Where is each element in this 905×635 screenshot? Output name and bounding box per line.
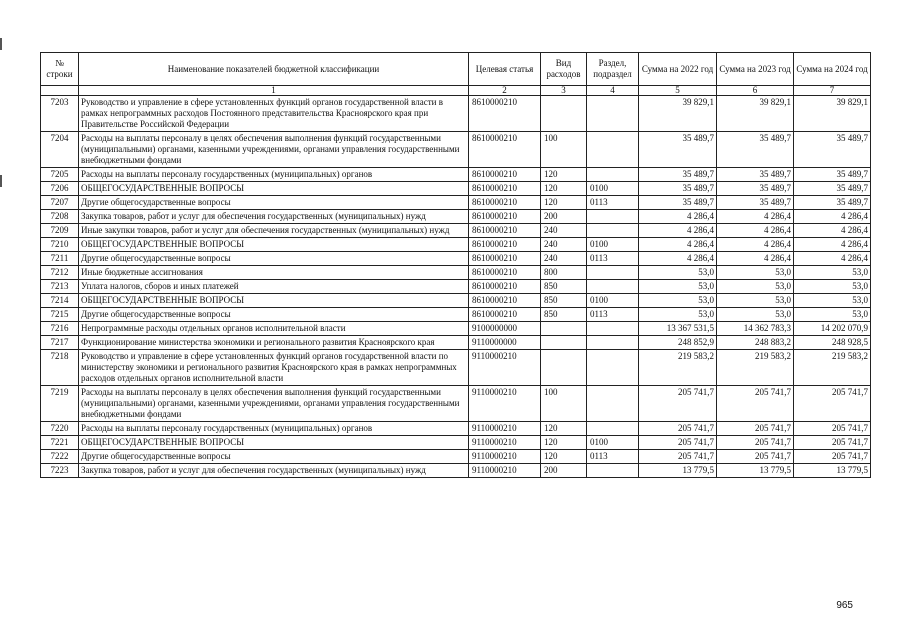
- expense-type-cell: 200: [541, 464, 587, 478]
- target-article-cell: 8610000210: [469, 308, 541, 322]
- column-number: 1: [79, 86, 469, 96]
- indicator-name-cell: Закупка товаров, работ и услуг для обеспечения государственных (муниципальных) нужд: [79, 464, 469, 478]
- indicator-name-cell: Функционирование министерства экономики и регионального развития Красноярского края: [79, 336, 469, 350]
- column-number: 4: [587, 86, 639, 96]
- row-number-cell: 7212: [41, 266, 79, 280]
- section-cell: 0100: [587, 182, 639, 196]
- table-row: [41, 266, 871, 280]
- row-number-cell: 7205: [41, 168, 79, 182]
- amount-2022-cell: 4 286,4: [639, 224, 717, 238]
- indicator-name-cell: ОБЩЕГОСУДАРСТВЕННЫЕ ВОПРОСЫ: [79, 436, 469, 450]
- indicator-name-cell: Другие общегосударственные вопросы: [79, 308, 469, 322]
- amount-2022-cell: 205 741,7: [639, 436, 717, 450]
- table-row: [41, 336, 871, 350]
- page-edge-mark: [0, 175, 2, 187]
- amount-2023-cell: 35 489,7: [717, 132, 794, 168]
- row-number-cell: 7218: [41, 350, 79, 386]
- target-article-cell: 9110000210: [469, 436, 541, 450]
- expense-type-cell: 100: [541, 386, 587, 422]
- table-row: [41, 132, 871, 168]
- section-cell: 0113: [587, 450, 639, 464]
- amount-2024-cell: 14 202 070,9: [794, 322, 871, 336]
- amount-2023-cell: 35 489,7: [717, 168, 794, 182]
- section-cell: [587, 336, 639, 350]
- section-cell: [587, 168, 639, 182]
- row-number-cell: 7211: [41, 252, 79, 266]
- target-article-cell: 8610000210: [469, 224, 541, 238]
- expense-type-cell: [541, 322, 587, 336]
- table-row: [41, 196, 871, 210]
- table-row: [41, 182, 871, 196]
- target-article-cell: 9110000210: [469, 350, 541, 386]
- amount-2022-cell: 4 286,4: [639, 252, 717, 266]
- row-number-cell: 7206: [41, 182, 79, 196]
- column-number: 3: [541, 86, 587, 96]
- amount-2023-cell: 4 286,4: [717, 210, 794, 224]
- table-row: [41, 350, 871, 386]
- row-number-cell: 7216: [41, 322, 79, 336]
- expense-type-cell: 120: [541, 436, 587, 450]
- indicator-name-cell: Уплата налогов, сборов и иных платежей: [79, 280, 469, 294]
- column-header: Сумма на 2022 год: [639, 53, 717, 86]
- amount-2023-cell: 14 362 783,3: [717, 322, 794, 336]
- amount-2022-cell: 4 286,4: [639, 238, 717, 252]
- target-article-cell: 8610000210: [469, 266, 541, 280]
- amount-2024-cell: 39 829,1: [794, 96, 871, 132]
- row-number-cell: 7220: [41, 422, 79, 436]
- indicator-name-cell: Руководство и управление в сфере установленных функций органов государственной власти по министерству экономики и регионального развития Красноярского края в рамках непрограммных расходов отдельных органов исполнительной власти: [79, 350, 469, 386]
- section-cell: 0113: [587, 308, 639, 322]
- expense-type-cell: 850: [541, 280, 587, 294]
- target-article-cell: 9110000210: [469, 422, 541, 436]
- amount-2022-cell: 13 779,5: [639, 464, 717, 478]
- column-number: 7: [794, 86, 871, 96]
- amount-2022-cell: 53,0: [639, 266, 717, 280]
- amount-2022-cell: 13 367 531,5: [639, 322, 717, 336]
- indicator-name-cell: Другие общегосударственные вопросы: [79, 450, 469, 464]
- amount-2023-cell: 13 779,5: [717, 464, 794, 478]
- amount-2022-cell: 205 741,7: [639, 450, 717, 464]
- row-number-cell: 7203: [41, 96, 79, 132]
- amount-2022-cell: 53,0: [639, 294, 717, 308]
- expense-type-cell: 120: [541, 182, 587, 196]
- column-header: Вид расходов: [541, 53, 587, 86]
- amount-2024-cell: 4 286,4: [794, 210, 871, 224]
- page-edge-mark: [0, 38, 2, 50]
- section-cell: [587, 322, 639, 336]
- section-cell: [587, 280, 639, 294]
- section-cell: [587, 266, 639, 280]
- amount-2023-cell: 53,0: [717, 294, 794, 308]
- expense-type-cell: [541, 350, 587, 386]
- row-number-cell: 7210: [41, 238, 79, 252]
- amount-2024-cell: 248 928,5: [794, 336, 871, 350]
- amount-2024-cell: 35 489,7: [794, 196, 871, 210]
- table-row: [41, 436, 871, 450]
- amount-2023-cell: 4 286,4: [717, 224, 794, 238]
- indicator-name-cell: Иные закупки товаров, работ и услуг для обеспечения государственных (муниципальных) нужд: [79, 224, 469, 238]
- section-cell: 0100: [587, 294, 639, 308]
- row-number-cell: 7217: [41, 336, 79, 350]
- expense-type-cell: 240: [541, 252, 587, 266]
- table-row: [41, 168, 871, 182]
- amount-2022-cell: 39 829,1: [639, 96, 717, 132]
- indicator-name-cell: ОБЩЕГОСУДАРСТВЕННЫЕ ВОПРОСЫ: [79, 294, 469, 308]
- amount-2024-cell: 35 489,7: [794, 182, 871, 196]
- row-number-cell: 7208: [41, 210, 79, 224]
- amount-2023-cell: 219 583,2: [717, 350, 794, 386]
- expense-type-cell: 120: [541, 196, 587, 210]
- column-header: Раздел, подраздел: [587, 53, 639, 86]
- row-number-cell: 7207: [41, 196, 79, 210]
- section-cell: 0100: [587, 238, 639, 252]
- indicator-name-cell: Непрограммные расходы отдельных органов исполнительной власти: [79, 322, 469, 336]
- expense-type-cell: 200: [541, 210, 587, 224]
- section-cell: [587, 422, 639, 436]
- amount-2024-cell: 53,0: [794, 280, 871, 294]
- amount-2024-cell: 35 489,7: [794, 132, 871, 168]
- amount-2024-cell: 205 741,7: [794, 422, 871, 436]
- table-row: [41, 96, 871, 132]
- section-cell: 0113: [587, 252, 639, 266]
- table-row: [41, 294, 871, 308]
- section-cell: [587, 224, 639, 238]
- expense-type-cell: 850: [541, 294, 587, 308]
- amount-2024-cell: 35 489,7: [794, 168, 871, 182]
- indicator-name-cell: Другие общегосударственные вопросы: [79, 196, 469, 210]
- indicator-name-cell: ОБЩЕГОСУДАРСТВЕННЫЕ ВОПРОСЫ: [79, 182, 469, 196]
- column-number: 6: [717, 86, 794, 96]
- table-row: [41, 386, 871, 422]
- amount-2022-cell: 35 489,7: [639, 132, 717, 168]
- table-row: [41, 280, 871, 294]
- row-number-cell: 7209: [41, 224, 79, 238]
- target-article-cell: 8610000210: [469, 238, 541, 252]
- table-row: [41, 422, 871, 436]
- expense-type-cell: 850: [541, 308, 587, 322]
- column-header: Наименование показателей бюджетной классификации: [79, 53, 469, 86]
- amount-2022-cell: 248 852,9: [639, 336, 717, 350]
- amount-2024-cell: 4 286,4: [794, 224, 871, 238]
- target-article-cell: 8610000210: [469, 132, 541, 168]
- table-row: [41, 450, 871, 464]
- column-header: Сумма на 2024 год: [794, 53, 871, 86]
- target-article-cell: 8610000210: [469, 196, 541, 210]
- target-article-cell: 8610000210: [469, 210, 541, 224]
- indicator-name-cell: Руководство и управление в сфере установленных функций органов государственной власти в рамках непрограммных расходов Постоянного представительства Красноярского края при Правительстве Российской Федерации: [79, 96, 469, 132]
- amount-2022-cell: 53,0: [639, 280, 717, 294]
- amount-2023-cell: 35 489,7: [717, 196, 794, 210]
- amount-2023-cell: 205 741,7: [717, 436, 794, 450]
- amount-2022-cell: 4 286,4: [639, 210, 717, 224]
- target-article-cell: 8610000210: [469, 252, 541, 266]
- expense-type-cell: 100: [541, 132, 587, 168]
- amount-2022-cell: 53,0: [639, 308, 717, 322]
- amount-2023-cell: 53,0: [717, 280, 794, 294]
- target-article-cell: 9110000210: [469, 450, 541, 464]
- amount-2024-cell: 53,0: [794, 294, 871, 308]
- row-number-cell: 7221: [41, 436, 79, 450]
- section-cell: 0100: [587, 436, 639, 450]
- section-cell: [587, 464, 639, 478]
- amount-2022-cell: 219 583,2: [639, 350, 717, 386]
- expense-type-cell: 240: [541, 238, 587, 252]
- indicator-name-cell: Другие общегосударственные вопросы: [79, 252, 469, 266]
- row-number-cell: 7219: [41, 386, 79, 422]
- expense-type-cell: 240: [541, 224, 587, 238]
- amount-2024-cell: 53,0: [794, 308, 871, 322]
- amount-2024-cell: 205 741,7: [794, 450, 871, 464]
- indicator-name-cell: Расходы на выплаты персоналу в целях обеспечения выполнения функций государственными (муниципальными) органами, казенными учреждениями, органами управления государственными внебюджетными фондами: [79, 386, 469, 422]
- amount-2024-cell: 4 286,4: [794, 238, 871, 252]
- target-article-cell: 9110000210: [469, 464, 541, 478]
- indicator-name-cell: Расходы на выплаты персоналу государственных (муниципальных) органов: [79, 422, 469, 436]
- target-article-cell: 8610000210: [469, 280, 541, 294]
- amount-2022-cell: 205 741,7: [639, 386, 717, 422]
- column-number: [41, 86, 79, 96]
- amount-2022-cell: 35 489,7: [639, 196, 717, 210]
- amount-2023-cell: 248 883,2: [717, 336, 794, 350]
- row-number-cell: 7214: [41, 294, 79, 308]
- target-article-cell: 9100000000: [469, 322, 541, 336]
- section-cell: [587, 96, 639, 132]
- table-row: [41, 322, 871, 336]
- amount-2022-cell: 35 489,7: [639, 168, 717, 182]
- table-row: [41, 238, 871, 252]
- row-number-cell: 7222: [41, 450, 79, 464]
- amount-2024-cell: 205 741,7: [794, 436, 871, 450]
- expense-type-cell: 800: [541, 266, 587, 280]
- table-header-row: [41, 53, 871, 86]
- amount-2024-cell: 219 583,2: [794, 350, 871, 386]
- section-cell: [587, 350, 639, 386]
- table-body: [41, 96, 871, 478]
- column-number: 2: [469, 86, 541, 96]
- indicator-name-cell: Иные бюджетные ассигнования: [79, 266, 469, 280]
- page-number: 965: [836, 600, 853, 611]
- indicator-name-cell: ОБЩЕГОСУДАРСТВЕННЫЕ ВОПРОСЫ: [79, 238, 469, 252]
- column-number-row: [41, 86, 871, 96]
- expense-type-cell: 120: [541, 168, 587, 182]
- indicator-name-cell: Расходы на выплаты персоналу в целях обеспечения выполнения функций государственными (муниципальными) органами, казенными учреждениями, органами управления государственными внебюджетными фондами: [79, 132, 469, 168]
- table-row: [41, 224, 871, 238]
- column-number: 5: [639, 86, 717, 96]
- section-cell: 0113: [587, 196, 639, 210]
- amount-2023-cell: 53,0: [717, 308, 794, 322]
- indicator-name-cell: Закупка товаров, работ и услуг для обеспечения государственных (муниципальных) нужд: [79, 210, 469, 224]
- table-row: [41, 464, 871, 478]
- column-header: Сумма на 2023 год: [717, 53, 794, 86]
- amount-2024-cell: 205 741,7: [794, 386, 871, 422]
- column-header: Целевая статья: [469, 53, 541, 86]
- target-article-cell: 8610000210: [469, 294, 541, 308]
- target-article-cell: 8610000210: [469, 96, 541, 132]
- row-number-cell: 7213: [41, 280, 79, 294]
- expense-type-cell: [541, 96, 587, 132]
- amount-2023-cell: 4 286,4: [717, 252, 794, 266]
- row-number-cell: 7215: [41, 308, 79, 322]
- amount-2024-cell: 53,0: [794, 266, 871, 280]
- amount-2023-cell: 39 829,1: [717, 96, 794, 132]
- table-row: [41, 308, 871, 322]
- row-number-cell: 7204: [41, 132, 79, 168]
- amount-2023-cell: 205 741,7: [717, 422, 794, 436]
- expense-type-cell: [541, 336, 587, 350]
- row-number-cell: 7223: [41, 464, 79, 478]
- section-cell: [587, 386, 639, 422]
- expense-type-cell: 120: [541, 422, 587, 436]
- indicator-name-cell: Расходы на выплаты персоналу государственных (муниципальных) органов: [79, 168, 469, 182]
- budget-table: [40, 52, 871, 478]
- table-row: [41, 210, 871, 224]
- amount-2023-cell: 53,0: [717, 266, 794, 280]
- amount-2023-cell: 35 489,7: [717, 182, 794, 196]
- amount-2024-cell: 13 779,5: [794, 464, 871, 478]
- amount-2022-cell: 35 489,7: [639, 182, 717, 196]
- target-article-cell: 9110000000: [469, 336, 541, 350]
- table-row: [41, 252, 871, 266]
- amount-2023-cell: 205 741,7: [717, 386, 794, 422]
- amount-2023-cell: 205 741,7: [717, 450, 794, 464]
- target-article-cell: 8610000210: [469, 168, 541, 182]
- amount-2022-cell: 205 741,7: [639, 422, 717, 436]
- section-cell: [587, 210, 639, 224]
- expense-type-cell: 120: [541, 450, 587, 464]
- amount-2023-cell: 4 286,4: [717, 238, 794, 252]
- amount-2024-cell: 4 286,4: [794, 252, 871, 266]
- target-article-cell: 9110000210: [469, 386, 541, 422]
- target-article-cell: 8610000210: [469, 182, 541, 196]
- section-cell: [587, 132, 639, 168]
- column-header: № строки: [41, 53, 79, 86]
